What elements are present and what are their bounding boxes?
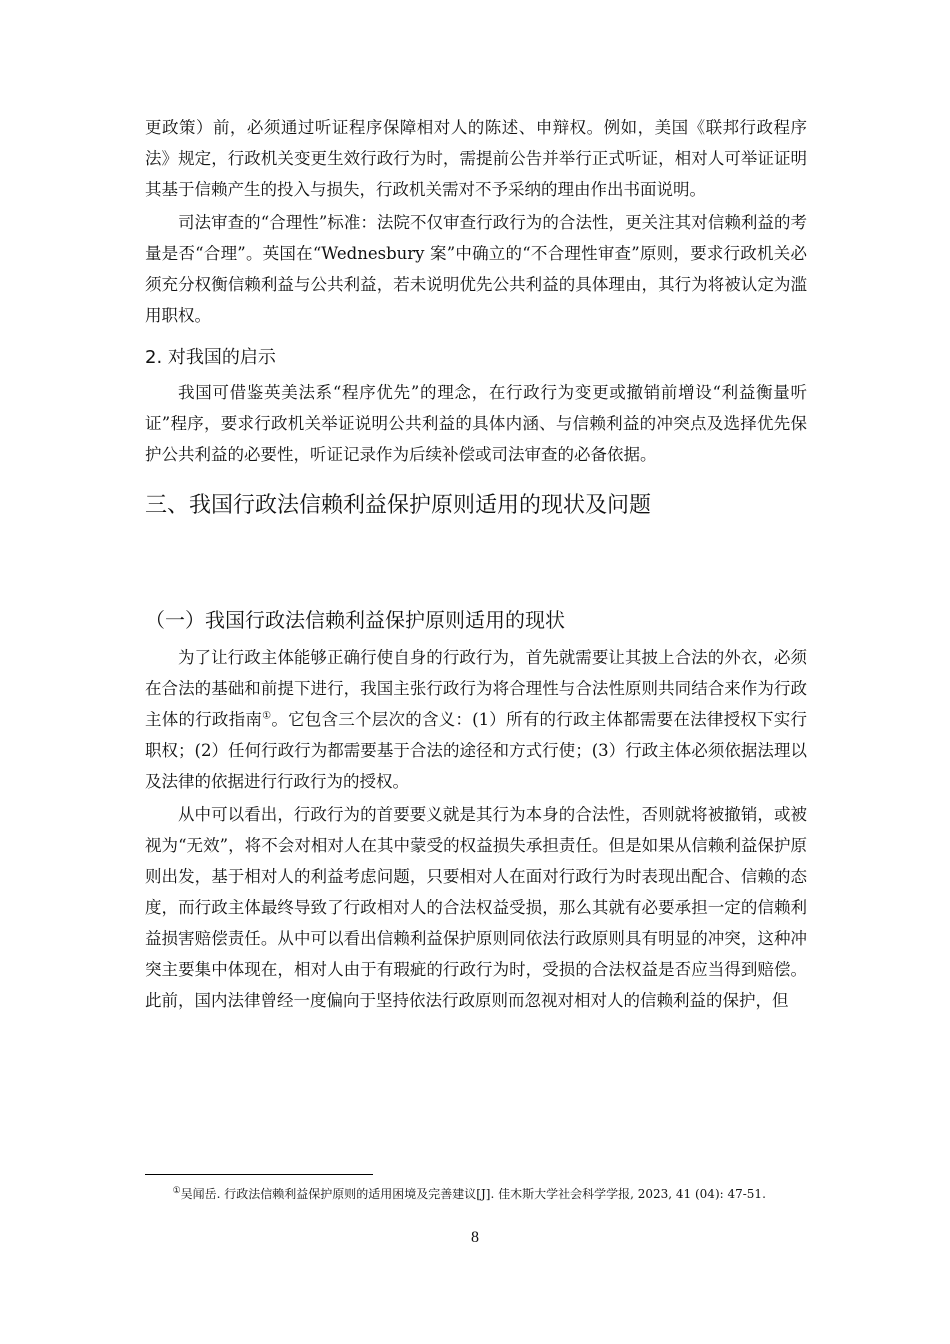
paragraph-conflict: 从中可以看出，行政行为的首要要义就是其行为本身的合法性，否则就将被撤销，或被视为“无效”，将不会对相对人在其中蒙受的权益损失承担责任。但是如果从信赖利益保护原则出发，基于相对人的利益考虑问题，只要相对人在面对行政行为时表现出配合、信赖的态度，而行政主体最终导致了行政相对人的合法权益受损，那么其就有必要承担一定的信赖利益损害赔偿责任。从中可以看出信赖利益保护原则同依法行政原则具有明显的冲突，这种冲突主要集中体现在，相对人由于有瑕疵的行政行为时，受损的合法权益是否应当得到赔偿。此前，国内法律曾经一度偏向于坚持依法行政原则而忽视对相对人的信赖利益的保护，但 <box>145 805 807 1010</box>
page-number: 8 <box>471 1229 479 1246</box>
footnote-divider <box>145 1174 373 1175</box>
subsection-title: （一）我国行政法信赖利益保护原则适用的现状 <box>145 608 565 632</box>
footnote-text: 吴闻岳. 行政法信赖利益保护原则的适用困境及完善建议[J]. 佳木斯大学社会科学学报, 2023, 41 (04): 47-51. <box>180 1187 766 1201</box>
paragraph-judicial-review: 司法审查的“合理性”标准：法院不仅审查行政行为的合法性，更关注其对信赖利益的考量是否“合理”。英国在“Wednesbury 案”中确立的“不合理性审查”原则，要求行政机关必须充分权衡信赖利益与公共利益，若未说明优先公共利益的具体理由，其行为将被认定为滥用职权。 <box>145 213 807 325</box>
page-body <box>145 112 807 1016</box>
section-title: 三、我国行政法信赖利益保护原则适用的现状及问题 <box>145 493 652 518</box>
paragraph-procedure: 更政策）前，必须通过听证程序保障相对人的陈述、申辩权。例如，美国《联邦行政程序法》规定，行政机关变更生效行政行为时，需提前公告并举行正式听证，相对人可举证证明其基于信赖产生的投入与损失，行政机关需对不予采纳的理由作出书面说明。 <box>145 118 807 199</box>
footnote <box>145 1182 807 1206</box>
paragraph-legality-text-1: 为了让行政主体能够正确行使自身的行政行为，首先就需要让其披上合法的外衣，必须在合法的基础和前提下进行，我国主张行政行为将合理性与合法性原则共同结合来作为行政主体的行政指南 <box>145 648 807 729</box>
paragraph-legality-text-2: 。它包含三个层次的含义：(1）所有的行政主体都需要在法律授权下实行职权；(2）任何行政行为都需要基于合法的途径和方式行使；(3）行政主体必须依据法理以及法律的依据进行行政行为的授权。 <box>145 710 808 791</box>
footnote-reference[interactable]: ① <box>262 710 272 722</box>
heading-enlightenment: 2. 对我国的启示 <box>145 347 276 368</box>
paragraph-enlightenment: 我国可借鉴英美法系“程序优先”的理念，在行政行为变更或撤销前增设“利益衡量听证”程序，要求行政机关举证说明公共利益的具体内涵、与信赖利益的冲突点及选择优先保护公共利益的必要性，听证记录作为后续补偿或司法审查的必备依据。 <box>145 383 807 464</box>
paragraph-legality <box>145 642 807 797</box>
footnote-mark: ① <box>172 1186 181 1196</box>
